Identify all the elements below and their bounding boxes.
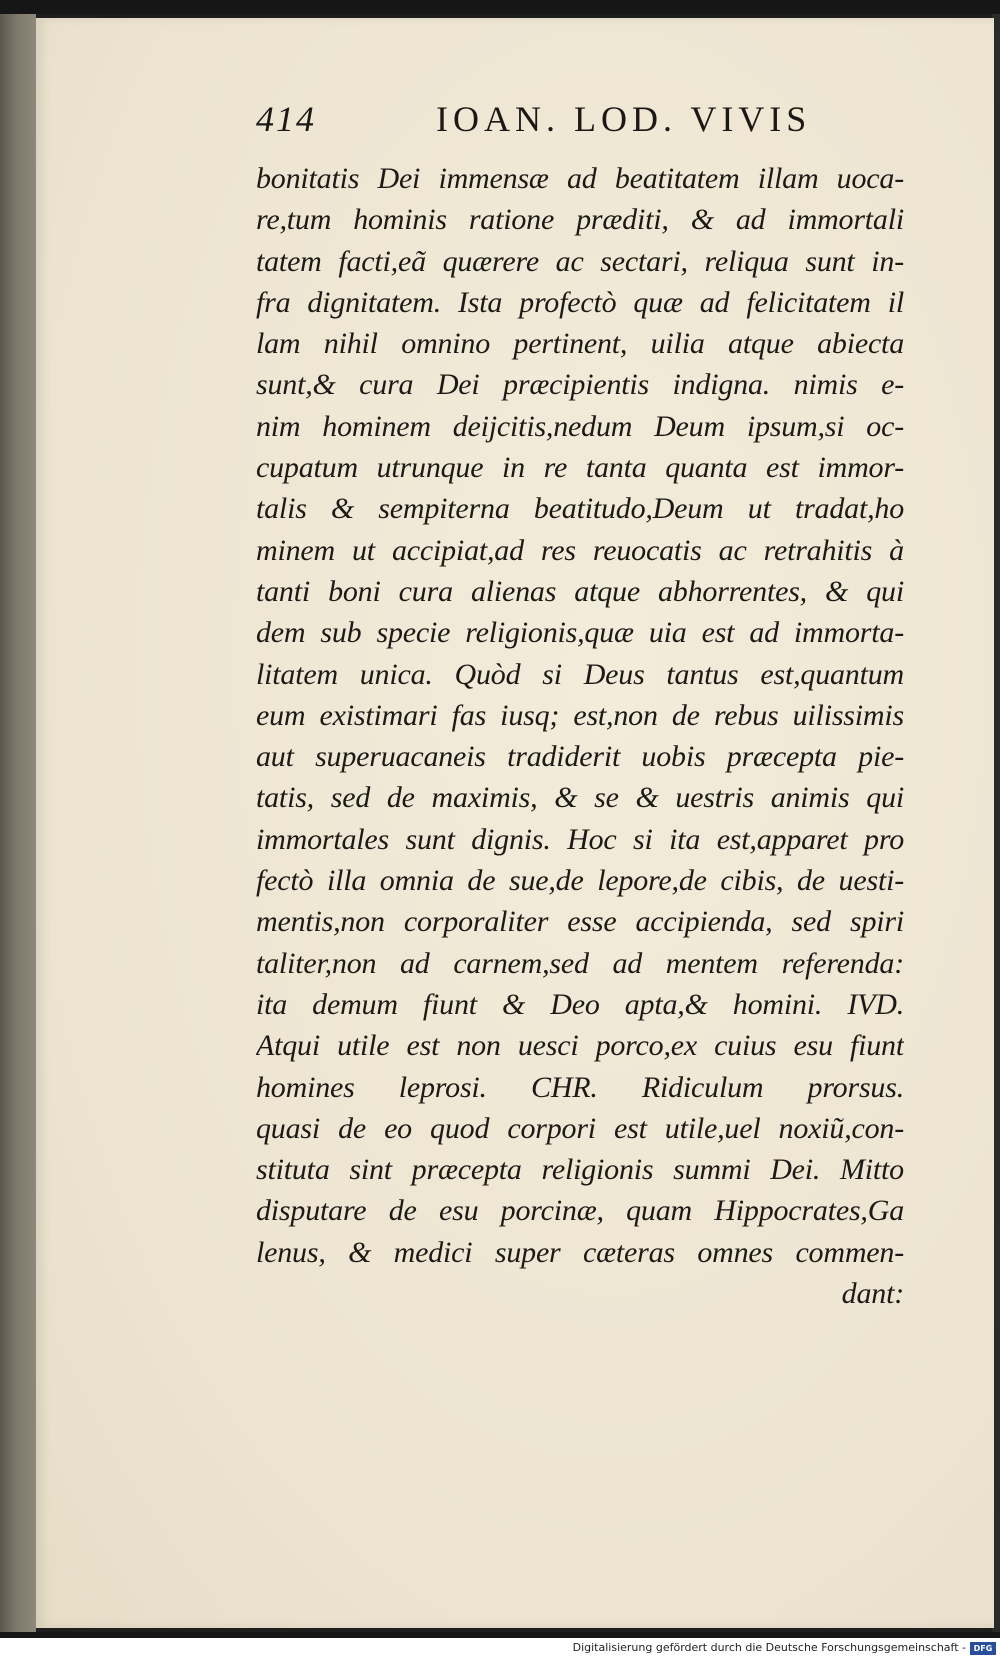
text-line: lenus, & medici super cæteras omnes commen- xyxy=(256,1235,904,1269)
text-line: fra dignitatem. Ista profectò quæ ad felicitatem il xyxy=(256,285,904,319)
text-line: ita demum fiunt & Deo apta,& homini. IVD. xyxy=(256,987,904,1021)
text-line: tanti boni cura alienas atque abhorrentes, & qui xyxy=(256,574,904,608)
text-line: dem sub specie religionis,quæ uia est ad immorta- xyxy=(256,616,904,650)
footer-credit: Digitalisierung gefördert durch die Deutsche Forschungsgemeinschaft - xyxy=(572,1641,966,1654)
text-line: bonitatis Dei immensæ ad beatitatem illam uoca- xyxy=(256,162,904,195)
text-line: stituta sint præcepta religionis summi Dei. Mitto xyxy=(256,1153,904,1187)
text-line: dant: xyxy=(841,1277,904,1311)
text-line: eum existimari fas iusq; est,non de rebus uilissimis xyxy=(256,698,904,732)
text-line: fectò illa omnia de sue,de lepore,de cibis, de uesti- xyxy=(256,864,904,898)
text-line: taliter,non ad carnem,sed ad mentem referenda: xyxy=(256,946,904,980)
text-line: cupatum utrunque in re tanta quanta est immor- xyxy=(256,451,904,485)
text-line: homines leprosi. CHR. Ridiculum prorsus. xyxy=(256,1070,904,1104)
text-line: litatem unica. Quòd si Deus tantus est,quantum xyxy=(256,657,904,691)
text-line: nim hominem deijcitis,nedum Deum ipsum,si oc- xyxy=(256,409,904,443)
page-number: 414 xyxy=(256,99,316,139)
text-line: disputare de esu porcinæ, quam Hippocrates,Ga xyxy=(256,1194,904,1228)
text-line: quasi de eo quod corpori est utile,uel noxiũ,con- xyxy=(256,1111,904,1145)
running-title: IOAN. LOD. VIVIS xyxy=(436,99,812,139)
digitization-footer xyxy=(0,1638,1000,1661)
text-line: immortales sunt dignis. Hoc si ita est,apparet pro xyxy=(256,822,904,856)
body-text xyxy=(256,158,904,1314)
dfg-logo-icon: DFG xyxy=(970,1642,996,1655)
book-gutter-edge xyxy=(0,14,36,1632)
text-line: minem ut accipiat,ad res reuocatis ac retrahitis à xyxy=(256,533,904,567)
text-line: tatis, sed de maximis, & se & uestris animis qui xyxy=(256,781,904,815)
text-line: sunt,& cura Dei præcipientis indigna. nimis e- xyxy=(256,368,904,402)
text-line: tatem facti,eã quærere ac sectari, reliqua sunt in- xyxy=(256,244,904,278)
page-header xyxy=(256,98,866,150)
text-line: lam nihil omnino pertinent, uilia atque abiecta xyxy=(256,327,904,361)
text-line: talis & sempiterna beatitudo,Deum ut tradat,ho xyxy=(256,492,904,526)
text-line: Atqui utile est non uesci porco,ex cuius esu fiunt xyxy=(256,1029,904,1063)
text-line: aut superuacaneis tradiderit uobis præcepta pie- xyxy=(256,740,904,774)
text-line: re,tum hominis ratione præditi, & ad immortali xyxy=(256,203,904,237)
text-line: mentis,non corporaliter esse accipienda, sed spiri xyxy=(256,905,904,939)
